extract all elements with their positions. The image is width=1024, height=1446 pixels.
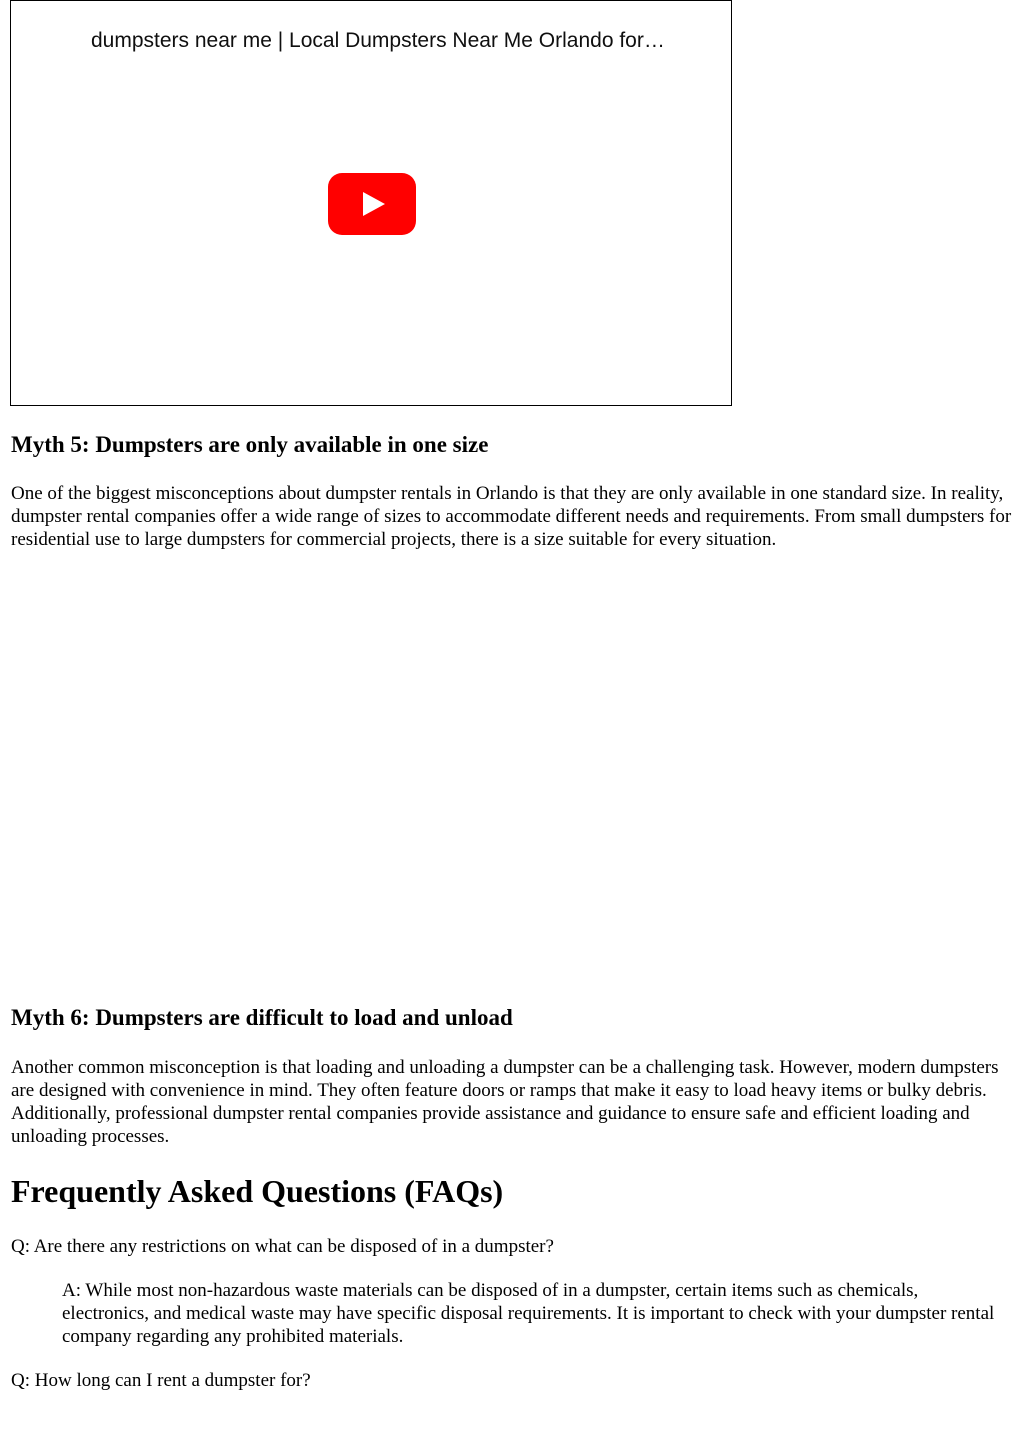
video-title[interactable]: dumpsters near me | Local Dumpsters Near Me Orlando for… bbox=[91, 29, 665, 52]
faq-question: Q: How long can I rent a dumpster for? bbox=[11, 1370, 311, 1391]
myth-6-heading: Myth 6: Dumpsters are difficult to load and unload bbox=[11, 1005, 513, 1030]
faq-answer: A: While most non-hazardous waste materials can be disposed of in a dumpster, certain items such as chemicals, electronics, and medical waste may have specific disposal requirements. It is important to check with your dumpster rental company regarding any prohibited materials. bbox=[62, 1280, 995, 1347]
myth-5-body: One of the biggest misconceptions about dumpster rentals in Orlando is that they are only available in one standard size. In reality, dumpster rental companies offer a wide range of sizes to accommodate different needs and requirements. From small dumpsters for residential use to large dumpsters for commercial projects, there is a size suitable for every situation. bbox=[11, 483, 1012, 550]
faq-question: Q: Are there any restrictions on what can be disposed of in a dumpster? bbox=[11, 1236, 554, 1257]
faq-heading: Frequently Asked Questions (FAQs) bbox=[11, 1173, 504, 1209]
myth-6-body: Another common misconception is that loading and unloading a dumpster can be a challenging task. However, modern dumpsters are designed with convenience in mind. They often feature doors or ramps that make it easy to load heavy items or bulky debris. Additionally, professional dumpster rental companies provide assistance and guidance to ensure safe and efficient loading and unloading processes. bbox=[11, 1057, 999, 1147]
play-button[interactable] bbox=[328, 173, 416, 235]
myth-5-heading: Myth 5: Dumpsters are only available in one size bbox=[11, 432, 489, 457]
video-embed[interactable] bbox=[10, 0, 732, 406]
play-icon bbox=[328, 173, 416, 235]
